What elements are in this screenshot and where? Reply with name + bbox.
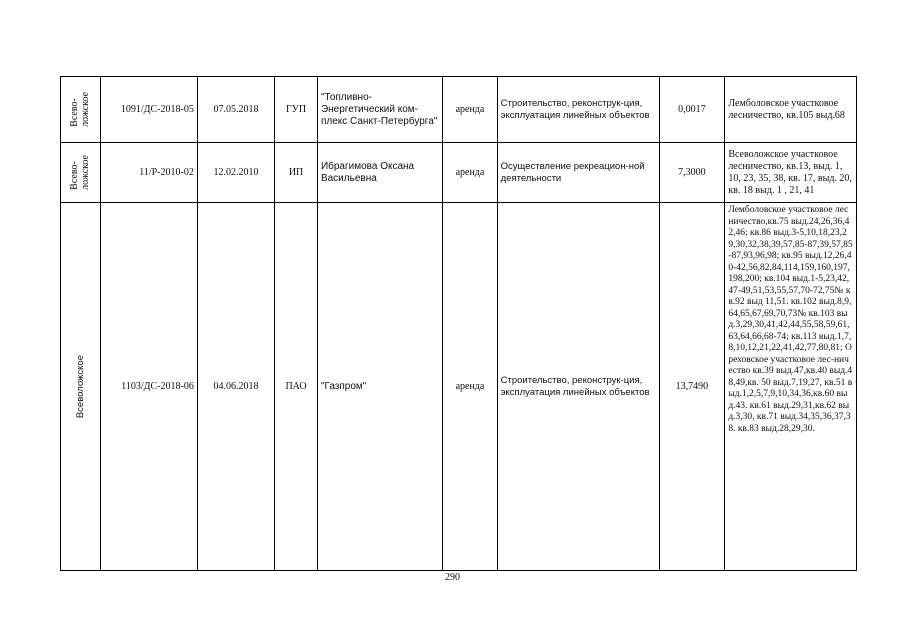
table-row xyxy=(61,143,857,203)
district-cell xyxy=(61,77,101,143)
district-cell xyxy=(61,203,101,571)
use-type-cell: аренда xyxy=(443,77,497,143)
location-cell: Лемболовское участковое лесничество, кв.105 выд.68 xyxy=(725,77,857,143)
table-row xyxy=(61,77,857,143)
lease-registry-table xyxy=(60,76,857,571)
organization-cell: Ибрагимова Оксана Васильевна xyxy=(317,143,442,203)
contract-number-cell: 11/Р-2010-02 xyxy=(100,143,197,203)
legal-form-cell: ИП xyxy=(275,143,318,203)
organization-cell: "Топливно-Энергетический ком-плекс Санкт-Петербурга" xyxy=(317,77,442,143)
contract-date-cell: 07.05.2018 xyxy=(197,77,274,143)
district-text: Всеволожское xyxy=(74,354,86,419)
purpose-cell: Осуществление рекреацион-ной деятельности xyxy=(497,143,659,203)
contract-number-cell: 1091/ДС-2018-05 xyxy=(100,77,197,143)
location-cell: Всеволожское участковое лесничество, кв.13, выд. 1, 10, 23, 35, 38, кв. 17, выд. 20, кв. 18 выд. 1 , 21, 41 xyxy=(725,143,857,203)
contract-date-cell: 04.06.2018 xyxy=(197,203,274,571)
district-text: Всево- ложское xyxy=(69,92,92,127)
use-type-cell: аренда xyxy=(443,143,497,203)
location-cell: Лемболовское участковое лесничество,кв.75 выд.24,26,36,42,46; кв.86 выд.3-5,10,18,23,29,30,32,38,39,57,85-87,39,57,85-87,93,96,98; кв.95 выд.12,26,40-42,56,82,84,114,159,160,197,198,200; кв.104 выд.1-5,23,42,47-49,51,53,55,57,70-72,75№ кв.92 выд 11,51. кв.102 выд.8,9,64,65,67,69,70,73№ кв.103 выд.3,29,30,41,42,44,55,58,59,61,63,64,66,68-74; кв.113 выд.1,7,8,10,12,21,22,41,42,77,80,81; Ореховское участковое лес-ничество кв.39 выд.47,кв.40 выд.48,49,кв. 50 выд.7,19,27, кв.51 выд.1,2,5,7,9,10,34,36,кв.60 выд.43. кв.61 выд.29,31,кв.62 выд.3,30, кв.71 выд.34,35,36,37,38. кв.83 выд.28,29,30. xyxy=(725,203,857,571)
district-text: Всево- ложское xyxy=(69,155,92,190)
legal-form-cell: ГУП xyxy=(275,77,318,143)
legal-form-cell: ПАО xyxy=(275,203,318,571)
area-cell: 0,0017 xyxy=(659,77,725,143)
use-type-cell: аренда xyxy=(443,203,497,571)
contract-date-cell: 12.02.2010 xyxy=(197,143,274,203)
purpose-cell: Строительство, реконструк-ция, эксплуатация линейных объектов xyxy=(497,203,659,571)
area-cell: 7,3000 xyxy=(659,143,725,203)
table-row xyxy=(61,203,857,571)
contract-number-cell: 1103/ДС-2018-06 xyxy=(100,203,197,571)
area-cell: 13,7490 xyxy=(659,203,725,571)
page-number: 290 xyxy=(445,572,460,583)
organization-cell: "Газпром" xyxy=(317,203,442,571)
purpose-cell: Строительство, реконструк-ция, эксплуатация линейных объектов xyxy=(497,77,659,143)
district-cell xyxy=(61,143,101,203)
